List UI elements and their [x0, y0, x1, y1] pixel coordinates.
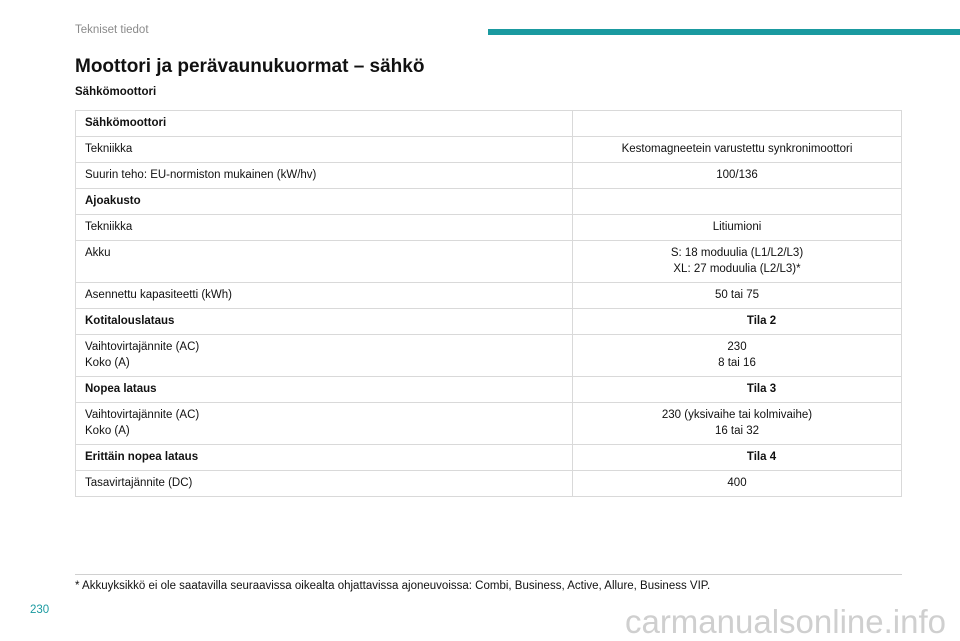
table-row [76, 163, 902, 189]
table-row [76, 403, 902, 445]
row-label-cell [76, 111, 573, 137]
row-label: Ajoakusto [85, 195, 141, 207]
row-label-cell [76, 189, 573, 215]
row-value: S: 18 moduulia (L1/L2/L3) [670, 247, 804, 259]
row-label: Koko (A) [85, 357, 130, 369]
row-value: Tila 4 [746, 451, 777, 463]
table-row [76, 241, 902, 283]
row-label: Sähkömoottori [85, 117, 167, 129]
row-label-cell [76, 309, 573, 335]
table-section-row [76, 111, 902, 137]
row-label-cell [76, 445, 573, 471]
row-value-cell [573, 377, 902, 403]
row-value: 8 tai 16 [718, 357, 756, 369]
row-label-cell [76, 377, 573, 403]
row-value: Tila 2 [746, 315, 777, 327]
page-title: Moottori ja perävaunukuormat – sähkö [75, 56, 425, 77]
row-value-cell [573, 215, 902, 241]
row-value-cell [573, 403, 902, 445]
row-value-cell [573, 163, 902, 189]
row-value: 50 tai 75 [714, 289, 760, 301]
row-label: Nopea lataus [85, 383, 157, 395]
row-label: Erittäin nopea lataus [85, 451, 199, 463]
row-label: Asennettu kapasiteetti (kWh) [85, 289, 233, 301]
row-value: XL: 27 moduulia (L2/L3)* [673, 263, 801, 275]
row-value: Tila 3 [746, 383, 777, 395]
page-subtitle: Sähkömoottori [75, 86, 157, 98]
row-label: Tekniikka [85, 143, 133, 155]
row-value-cell [573, 137, 902, 163]
row-value: Litiumioni [712, 221, 762, 233]
footnote: * Akkuyksikkö ei ole saatavilla seuraavissa oikealta ohjattavissa ajoneuvoissa: Combi, Business, Active, Allure, Business VIP. [75, 580, 711, 592]
row-value: Kestomagneetein varustettu synkronimoottori [621, 143, 853, 155]
row-value-cell [573, 111, 902, 137]
table-row [76, 335, 902, 377]
table-row [76, 283, 902, 309]
row-value: 230 [727, 341, 747, 353]
row-value: 100/136 [716, 169, 758, 181]
row-value: 230 (yksivaihe tai kolmivaihe) [661, 409, 813, 421]
row-label: Vaihtovirtajännite (AC) [85, 341, 200, 353]
row-label: Kotitalouslataus [85, 315, 175, 327]
row-label: Koko (A) [85, 425, 130, 437]
row-label: Tasavirtajännite (DC) [85, 477, 193, 489]
row-value-cell [573, 335, 902, 377]
row-label-cell [76, 283, 573, 309]
row-value-cell [573, 283, 902, 309]
row-label-cell [76, 163, 573, 189]
row-label: Suurin teho: EU-normiston mukainen (kW/hv) [85, 169, 317, 181]
row-label-cell [76, 471, 573, 497]
section-header: Tekniset tiedot [75, 24, 149, 36]
header-accent-bar [488, 29, 960, 35]
row-label-cell [76, 137, 573, 163]
row-label: Tekniikka [85, 221, 133, 233]
table-row [76, 471, 902, 497]
table-section-row [76, 377, 902, 403]
row-value-cell [573, 309, 902, 335]
row-value-cell [573, 241, 902, 283]
table-section-row [76, 189, 902, 215]
row-value-cell [573, 189, 902, 215]
row-label-cell [76, 403, 573, 445]
watermark: carmanualsonline.info [624, 603, 946, 640]
table-row [76, 137, 902, 163]
row-label-cell [76, 335, 573, 377]
row-value: 16 tai 32 [714, 425, 760, 437]
table-section-row [76, 445, 902, 471]
row-value-cell [573, 471, 902, 497]
table-section-row [76, 309, 902, 335]
row-value: 400 [727, 477, 747, 489]
spec-table-body [76, 111, 902, 497]
page-number: 230 [30, 604, 50, 616]
row-label: Vaihtovirtajännite (AC) [85, 409, 200, 421]
table-row [76, 215, 902, 241]
spec-table [75, 110, 902, 497]
row-label-cell [76, 241, 573, 283]
footnote-divider [75, 574, 902, 575]
row-label: Akku [85, 247, 111, 259]
row-label-cell [76, 215, 573, 241]
row-value-cell [573, 445, 902, 471]
